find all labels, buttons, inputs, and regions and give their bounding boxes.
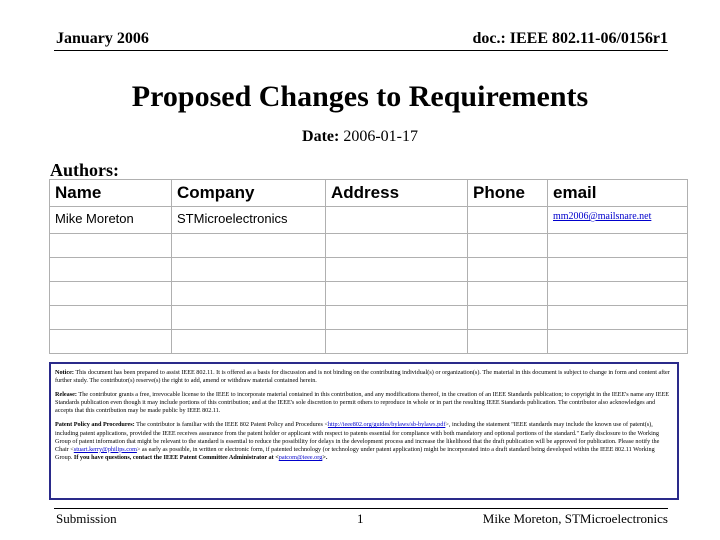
table-cell <box>548 282 688 306</box>
date-label: Date: <box>302 128 340 145</box>
table-cell <box>50 282 172 306</box>
table-cell <box>326 306 468 330</box>
table-cell <box>548 258 688 282</box>
chair-email-link[interactable]: stuart.kerry@philips.com <box>73 445 137 453</box>
column-header-phone: Phone <box>468 180 548 207</box>
author-phone <box>468 207 548 234</box>
table-cell <box>172 330 326 354</box>
column-header-email: email <box>548 180 688 207</box>
column-header-company: Company <box>172 180 326 207</box>
table-cell <box>172 258 326 282</box>
table-cell <box>326 258 468 282</box>
table-row <box>50 282 688 306</box>
authors-table <box>49 179 688 354</box>
release-paragraph <box>55 391 673 415</box>
table-cell <box>326 282 468 306</box>
header-rule <box>54 50 668 51</box>
table-cell <box>172 306 326 330</box>
date-value: 2006-01-17 <box>343 128 418 145</box>
column-header-address: Address <box>326 180 468 207</box>
patent-text: The contributor is familiar with the IEEE 802 Patent Policy and Procedures < <box>134 421 328 429</box>
footer-submission: Submission <box>56 511 117 526</box>
table-cell <box>326 330 468 354</box>
patent-label: Patent Policy and Procedures: <box>55 421 135 429</box>
table-cell <box>468 306 548 330</box>
table-cell <box>468 234 548 258</box>
table-cell <box>50 330 172 354</box>
table-cell <box>548 234 688 258</box>
table-row <box>50 234 688 258</box>
notice-label: Notice: <box>55 369 74 376</box>
table-row <box>50 330 688 354</box>
author-company: STMicroelectronics <box>172 207 326 234</box>
slide-title: Proposed Changes to Requirements <box>131 80 589 113</box>
admin-email-link[interactable]: patcom@ieee.org <box>278 453 323 461</box>
table-row <box>50 207 688 234</box>
table-cell <box>50 306 172 330</box>
release-text: The contributor grants a free, irrevocable license to the IEEE to incorporate material contained in this contribution, and any modifications thereof, in the creation of an IEEE Standards publication; to copyright in the IEEE's name any IEEE Standards publication even though it may include portions of this contribution; and at the IEEE's sole discretion to permit others to reproduce in whole or in part the resulting IEEE Standards publication. The contributor also acknowledges and accepts that this contribution may be made public by IEEE 802.11. <box>55 391 670 415</box>
patent-contact-end: >. <box>322 453 328 461</box>
patent-text: >, including the statement "IEEE standards may include the known use of patent(s), including patent applications, provided the IEEE receives assurance from the patent holder or applicant with respect to patents essential for compliance with both mandatory and optional portions of the standard." Early disclosure to the Working Group of patent information that might be relevant to the standard is essential to reduce the possibility for delays in the development process and increase the likelihood that the draft publication will be approved for publication. Please notify the Chair < <box>55 421 660 453</box>
table-cell <box>172 282 326 306</box>
table-cell <box>468 330 548 354</box>
notice-paragraph <box>55 369 673 385</box>
date-line <box>0 128 720 146</box>
header-doc-id: doc.: IEEE 802.11-06/0156r1 <box>472 30 668 47</box>
footer-author: Mike Moreton, STMicroelectronics <box>482 511 668 526</box>
author-email-cell <box>548 207 688 234</box>
author-email-link[interactable]: mm2006@mailsnare.net <box>553 211 652 222</box>
release-label: Release: <box>55 391 77 399</box>
patent-contact-text: If you have questions, contact the IEEE Patent Committee Administrator at < <box>73 453 279 461</box>
table-cell <box>172 234 326 258</box>
author-address <box>326 207 468 234</box>
patent-text: > as early as possible, in written or electronic form, if patented technology (or technology under patent application) might be incorporated into a draft standard being developed within the IEEE 802.11 Working Group. <box>55 445 655 461</box>
table-cell <box>548 306 688 330</box>
authors-header-row <box>50 180 688 207</box>
ieee-notice-box <box>49 362 679 500</box>
table-cell <box>548 330 688 354</box>
author-name: Mike Moreton <box>50 207 172 234</box>
patent-paragraph <box>55 421 673 461</box>
table-row <box>50 306 688 330</box>
notice-text: This document has been prepared to assist IEEE 802.11. It is offered as a basis for discussion and is not binding on the contributing individual(s) or organization(s). The material in this document is subject to change in form and content after further study. The contributor(s) reserve(s) the right to add, amend or withdraw material contained herein. <box>55 369 670 385</box>
table-cell <box>50 234 172 258</box>
page-number: 1 <box>357 511 364 526</box>
table-cell <box>468 282 548 306</box>
column-header-name: Name <box>50 180 172 207</box>
header-date: January 2006 <box>56 30 149 47</box>
table-cell <box>326 234 468 258</box>
footer-rule <box>54 508 668 509</box>
table-cell <box>468 258 548 282</box>
authors-label: Authors: <box>50 160 120 180</box>
table-cell <box>50 258 172 282</box>
patent-policy-link[interactable]: http://ieee802.org/guides/bylaws/sb-bylaws.pdf <box>327 421 446 429</box>
table-row <box>50 258 688 282</box>
